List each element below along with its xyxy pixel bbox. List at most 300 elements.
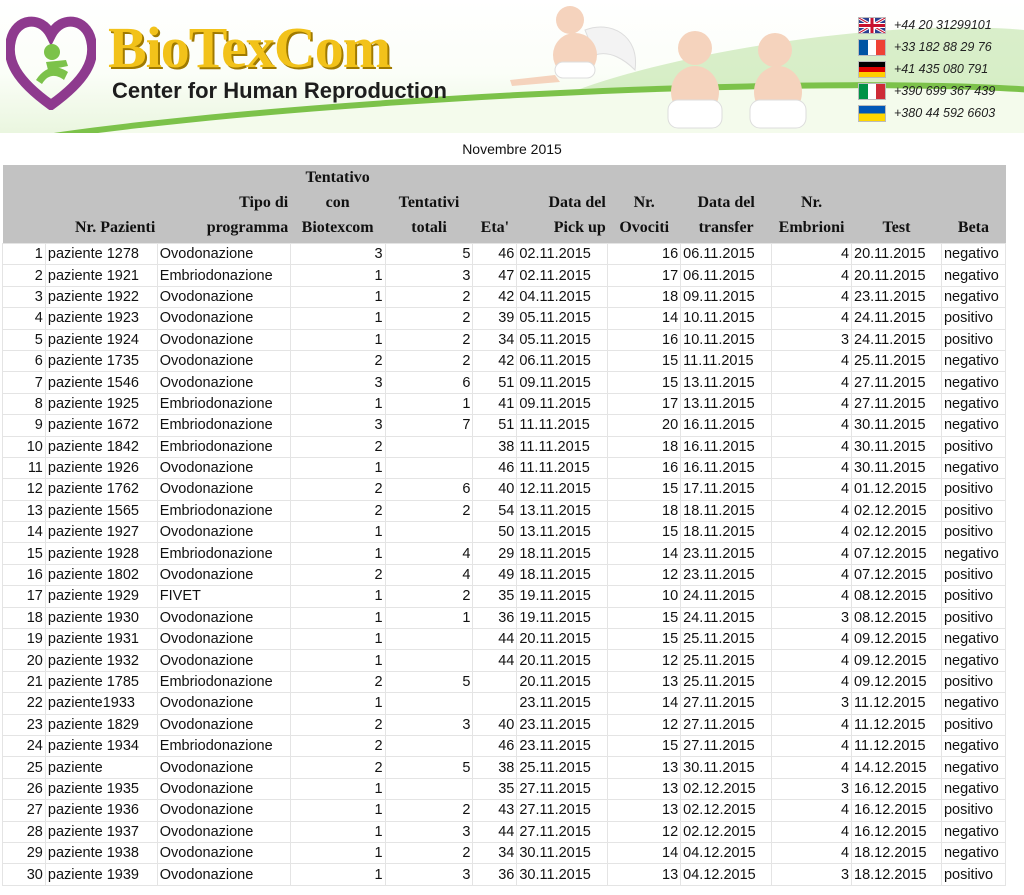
table-cell: 20 — [3, 650, 46, 671]
table-cell: 16 — [608, 329, 681, 350]
table-cell: 18 — [608, 286, 681, 307]
table-cell: 4 — [772, 821, 852, 842]
contact-phone: +380 44 592 6603 — [894, 106, 996, 120]
column-header-line: Pick up — [553, 219, 606, 236]
column-header — [3, 165, 158, 244]
table-cell: Ovodonazione — [157, 564, 290, 585]
table-cell: 13.11.2015 — [681, 393, 772, 414]
ua-flag-icon — [858, 105, 886, 122]
babies-illustration — [500, 0, 840, 133]
table-cell: 4 — [772, 800, 852, 821]
table-cell: 30.11.2015 — [517, 842, 608, 863]
column-header-line: transfer — [698, 219, 754, 236]
table-cell: 5 — [385, 671, 473, 692]
table-row — [3, 329, 1006, 350]
table-cell: 11.12.2015 — [852, 735, 942, 756]
table-cell: 2 — [290, 564, 385, 585]
table-cell: 08.12.2015 — [852, 607, 942, 628]
contact-fr — [858, 36, 995, 58]
table-cell: 12 — [608, 564, 681, 585]
table-cell: 12 — [608, 714, 681, 735]
table-cell: 2 — [385, 500, 473, 521]
table-cell: Ovodonazione — [157, 286, 290, 307]
table-cell: 1 — [290, 265, 385, 286]
table-cell: 04.12.2015 — [681, 842, 772, 863]
table-row — [3, 778, 1006, 799]
table-cell: Embriodonazione — [157, 265, 290, 286]
column-header-line: Tentativi — [398, 194, 460, 211]
table-cell: 36 — [473, 864, 517, 885]
table-cell: paziente 1926 — [45, 457, 157, 478]
table-cell: 1 — [290, 286, 385, 307]
table-cell: 4 — [772, 308, 852, 329]
table-cell: Ovodonazione — [157, 457, 290, 478]
table-cell: 09.11.2015 — [681, 286, 772, 307]
table-cell: 6 — [385, 479, 473, 500]
table-cell: 23.11.2015 — [681, 564, 772, 585]
table-cell: paziente 1929 — [45, 586, 157, 607]
brand-tagline: Center for Human Reproduction — [112, 78, 447, 103]
table-cell: 30 — [3, 864, 46, 885]
table-cell: 10 — [3, 436, 46, 457]
column-header-line: Nr. — [633, 194, 655, 211]
table-cell: 4 — [772, 479, 852, 500]
table-cell: 2 — [290, 350, 385, 371]
table-cell: paziente 1829 — [45, 714, 157, 735]
table-cell: 27.11.2015 — [517, 778, 608, 799]
table-cell: paziente 1931 — [45, 629, 157, 650]
contact-it — [858, 80, 995, 102]
table-cell: negativo — [941, 735, 1005, 756]
table-cell: 10 — [608, 586, 681, 607]
table-cell: 13 — [608, 864, 681, 885]
table-cell: 2 — [290, 735, 385, 756]
table-cell: 15 — [3, 543, 46, 564]
contact-uk — [858, 14, 995, 36]
table-cell: 39 — [473, 308, 517, 329]
table-cell: 19.11.2015 — [517, 586, 608, 607]
table-cell — [385, 650, 473, 671]
table-cell: 47 — [473, 265, 517, 286]
table-row — [3, 308, 1006, 329]
table-cell: 25.11.2015 — [852, 350, 942, 371]
table-cell: 30.11.2015 — [852, 436, 942, 457]
table-cell: 12 — [608, 821, 681, 842]
table-cell: 30.11.2015 — [852, 457, 942, 478]
table-row — [3, 800, 1006, 821]
fr-flag-icon — [858, 39, 886, 56]
table-cell: 13 — [3, 500, 46, 521]
table-cell: 02.12.2015 — [681, 800, 772, 821]
table-cell: 20.11.2015 — [517, 671, 608, 692]
table-row — [3, 671, 1006, 692]
table-cell: negativo — [941, 244, 1005, 265]
table-cell: 3 — [290, 415, 385, 436]
table-cell: paziente 1935 — [45, 778, 157, 799]
table-cell: 07.12.2015 — [852, 543, 942, 564]
table-cell: paziente 1842 — [45, 436, 157, 457]
table-cell: 16 — [608, 457, 681, 478]
table-cell: 1 — [290, 864, 385, 885]
table-cell: negativo — [941, 543, 1005, 564]
table-cell: 20.11.2015 — [517, 629, 608, 650]
table-cell: 4 — [772, 500, 852, 521]
table-cell: 8 — [3, 393, 46, 414]
table-cell: 42 — [473, 286, 517, 307]
table-row — [3, 821, 1006, 842]
table-cell: paziente 1924 — [45, 329, 157, 350]
table-cell: 2 — [290, 436, 385, 457]
table-cell: 18.11.2015 — [517, 564, 608, 585]
table-cell: 13.11.2015 — [517, 522, 608, 543]
table-cell: negativo — [941, 629, 1005, 650]
table-cell: 35 — [473, 778, 517, 799]
table-cell — [385, 735, 473, 756]
table-cell: paziente1933 — [45, 693, 157, 714]
table-row — [3, 436, 1006, 457]
column-header-line: Data del — [697, 194, 755, 211]
table-cell: 1 — [290, 457, 385, 478]
table-cell: 16.12.2015 — [852, 800, 942, 821]
table-cell: 30.11.2015 — [681, 757, 772, 778]
table-cell: 46 — [473, 457, 517, 478]
table-cell: 25 — [3, 757, 46, 778]
table-cell: positivo — [941, 308, 1005, 329]
table-cell: 25.11.2015 — [681, 629, 772, 650]
table-cell: negativo — [941, 265, 1005, 286]
table-cell — [385, 457, 473, 478]
table-cell: paziente 1930 — [45, 607, 157, 628]
table-cell: negativo — [941, 286, 1005, 307]
table-cell — [473, 671, 517, 692]
table-cell: 08.12.2015 — [852, 586, 942, 607]
table-cell: 46 — [473, 244, 517, 265]
table-cell: 06.11.2015 — [681, 265, 772, 286]
table-cell: 10.11.2015 — [681, 308, 772, 329]
table-cell: paziente 1785 — [45, 671, 157, 692]
table-cell: paziente 1939 — [45, 864, 157, 885]
table-row — [3, 244, 1006, 265]
column-header-line: Ovociti — [619, 219, 670, 236]
table-header — [3, 165, 1006, 244]
table-cell: 2 — [385, 586, 473, 607]
table-cell: 15 — [608, 735, 681, 756]
table-cell: 3 — [385, 714, 473, 735]
table-cell: Ovodonazione — [157, 607, 290, 628]
table-cell: 24 — [3, 735, 46, 756]
table-cell: 4 — [772, 244, 852, 265]
table-cell: 1 — [290, 842, 385, 863]
column-header-line: Nr. — [800, 194, 823, 211]
table-cell: 09.11.2015 — [517, 393, 608, 414]
table-cell: paziente 1278 — [45, 244, 157, 265]
table-cell: 51 — [473, 415, 517, 436]
table-cell: 35 — [473, 586, 517, 607]
table-cell: 40 — [473, 479, 517, 500]
de-flag-icon — [858, 61, 886, 78]
table-cell: paziente 1932 — [45, 650, 157, 671]
column-header — [517, 165, 608, 244]
table-cell: 4 — [772, 650, 852, 671]
column-header-line: Nr. Pazienti — [75, 219, 156, 236]
table-cell: 1 — [385, 393, 473, 414]
table-row — [3, 350, 1006, 371]
table-row — [3, 586, 1006, 607]
table-cell: 17.11.2015 — [681, 479, 772, 500]
table-cell: 27.11.2015 — [681, 714, 772, 735]
table-cell: 1 — [290, 821, 385, 842]
table-cell: 3 — [772, 693, 852, 714]
table-cell: paziente 1762 — [45, 479, 157, 500]
table-cell: 18 — [608, 500, 681, 521]
contact-phone: +44 20 31299101 — [894, 18, 992, 32]
table-cell: 29 — [473, 543, 517, 564]
table-cell: 1 — [290, 800, 385, 821]
table-cell: 4 — [772, 586, 852, 607]
table-cell: 2 — [385, 286, 473, 307]
table-cell: 14 — [608, 543, 681, 564]
table-cell: 2 — [385, 800, 473, 821]
table-cell: 13.11.2015 — [517, 500, 608, 521]
table-cell: 1 — [290, 693, 385, 714]
table-cell: 1 — [385, 607, 473, 628]
table-cell: paziente 1927 — [45, 522, 157, 543]
table-cell: 15 — [608, 607, 681, 628]
table-cell: 14.12.2015 — [852, 757, 942, 778]
table-cell: 30.11.2015 — [517, 864, 608, 885]
table-cell: 2 — [290, 500, 385, 521]
column-header — [681, 165, 772, 244]
table-cell: negativo — [941, 693, 1005, 714]
table-cell: 11.12.2015 — [852, 693, 942, 714]
table-cell: 1 — [290, 308, 385, 329]
table-row — [3, 543, 1006, 564]
table-cell: 9 — [3, 415, 46, 436]
table-cell: 17 — [608, 265, 681, 286]
table-cell: 05.11.2015 — [517, 329, 608, 350]
table-cell: positivo — [941, 671, 1005, 692]
table-cell: 38 — [473, 757, 517, 778]
table-cell: negativo — [941, 372, 1005, 393]
table-cell: 3 — [772, 778, 852, 799]
table-cell: 1 — [290, 393, 385, 414]
column-header-line: con — [325, 194, 350, 211]
contact-ua — [858, 102, 995, 124]
table-cell: 2 — [385, 329, 473, 350]
table-cell: paziente 1928 — [45, 543, 157, 564]
table-cell: 4 — [772, 457, 852, 478]
table-cell: 06.11.2015 — [681, 244, 772, 265]
column-header-line: totali — [411, 219, 447, 236]
table-cell: 1 — [290, 543, 385, 564]
table-cell: positivo — [941, 522, 1005, 543]
column-header — [157, 165, 290, 244]
table-cell: negativo — [941, 350, 1005, 371]
table-cell: 30.11.2015 — [852, 415, 942, 436]
column-header-line: Test — [882, 219, 911, 236]
table-cell: 27.11.2015 — [681, 693, 772, 714]
table-cell: paziente 1937 — [45, 821, 157, 842]
column-header — [941, 165, 1005, 244]
table-cell: Ovodonazione — [157, 800, 290, 821]
table-cell: 23.11.2015 — [852, 286, 942, 307]
table-cell — [473, 693, 517, 714]
table-cell: 19.11.2015 — [517, 607, 608, 628]
table-cell: 6 — [3, 350, 46, 371]
table-cell: paziente 1565 — [45, 500, 157, 521]
table-cell — [385, 778, 473, 799]
table-cell: positivo — [941, 714, 1005, 735]
table-row — [3, 650, 1006, 671]
table-row — [3, 415, 1006, 436]
table-cell: 04.11.2015 — [517, 286, 608, 307]
table-cell: 2 — [290, 757, 385, 778]
table-cell: 4 — [772, 757, 852, 778]
table-cell: 1 — [290, 522, 385, 543]
table-cell: 18.12.2015 — [852, 842, 942, 863]
table-cell: negativo — [941, 757, 1005, 778]
table-cell: 2 — [290, 479, 385, 500]
table-cell: 15 — [608, 629, 681, 650]
column-header-line: Tipo di — [239, 194, 289, 211]
table-cell: 4 — [772, 286, 852, 307]
results-table — [2, 165, 1006, 886]
table-cell: Ovodonazione — [157, 693, 290, 714]
table-cell: 5 — [385, 757, 473, 778]
table-cell: 7 — [385, 415, 473, 436]
table-cell: positivo — [941, 800, 1005, 821]
table-cell: 13 — [608, 800, 681, 821]
table-cell: 27.11.2015 — [852, 393, 942, 414]
table-cell: 1 — [3, 244, 46, 265]
table-row — [3, 265, 1006, 286]
table-cell: 20 — [608, 415, 681, 436]
table-cell: 18 — [608, 436, 681, 457]
table-row — [3, 607, 1006, 628]
table-cell: paziente 1921 — [45, 265, 157, 286]
table-cell: 26 — [3, 778, 46, 799]
table-cell — [385, 522, 473, 543]
table-cell: 25.11.2015 — [681, 671, 772, 692]
table-cell: 34 — [473, 329, 517, 350]
table-cell: 27.11.2015 — [517, 800, 608, 821]
table-cell: 02.11.2015 — [517, 244, 608, 265]
table-cell: 29 — [3, 842, 46, 863]
table-cell: 4 — [772, 522, 852, 543]
table-cell: 43 — [473, 800, 517, 821]
table-cell: 17 — [608, 393, 681, 414]
table-cell: 2 — [385, 842, 473, 863]
table-cell: 3 — [290, 372, 385, 393]
table-cell: 11.11.2015 — [517, 415, 608, 436]
column-header-line: Eta' — [480, 219, 510, 236]
table-cell: 24.11.2015 — [852, 308, 942, 329]
table-cell: Ovodonazione — [157, 842, 290, 863]
table-row — [3, 564, 1006, 585]
table-cell: 22 — [3, 693, 46, 714]
table-cell: 14 — [608, 308, 681, 329]
table-cell: 2 — [385, 308, 473, 329]
table-cell: 5 — [385, 244, 473, 265]
table-row — [3, 457, 1006, 478]
table-cell: 23.11.2015 — [517, 735, 608, 756]
table-cell: 3 — [290, 244, 385, 265]
table-cell: Ovodonazione — [157, 714, 290, 735]
table-row — [3, 500, 1006, 521]
table-row — [3, 393, 1006, 414]
table-cell: 11.12.2015 — [852, 714, 942, 735]
table-cell: 18 — [3, 607, 46, 628]
table-cell: 12 — [3, 479, 46, 500]
table-cell: 4 — [772, 436, 852, 457]
table-cell: 3 — [772, 329, 852, 350]
table-row — [3, 522, 1006, 543]
table-cell: paziente 1936 — [45, 800, 157, 821]
table-cell: 15 — [608, 522, 681, 543]
table-cell: 1 — [290, 329, 385, 350]
table-cell: Embriodonazione — [157, 393, 290, 414]
table-body — [3, 244, 1006, 886]
table-cell: 42 — [473, 350, 517, 371]
table-cell: Ovodonazione — [157, 308, 290, 329]
contact-de — [858, 58, 995, 80]
table-cell: Ovodonazione — [157, 479, 290, 500]
column-header — [852, 165, 942, 244]
table-cell: 2 — [3, 265, 46, 286]
table-cell: 2 — [290, 671, 385, 692]
table-cell: 4 — [772, 714, 852, 735]
biotexcom-logo-icon — [6, 10, 96, 110]
table-cell: 3 — [385, 265, 473, 286]
column-header-line — [5, 190, 156, 215]
table-cell: positivo — [941, 864, 1005, 885]
table-cell: Ovodonazione — [157, 350, 290, 371]
table-row — [3, 479, 1006, 500]
table-cell: 12.11.2015 — [517, 479, 608, 500]
table-cell: 18.11.2015 — [681, 500, 772, 521]
table-cell: 20.11.2015 — [852, 265, 942, 286]
table-cell: Ovodonazione — [157, 864, 290, 885]
table-cell: Ovodonazione — [157, 778, 290, 799]
table-cell: negativo — [941, 842, 1005, 863]
column-header — [290, 165, 385, 244]
table-cell: Ovodonazione — [157, 372, 290, 393]
table-cell: 02.12.2015 — [852, 500, 942, 521]
table-cell: 05.11.2015 — [517, 308, 608, 329]
table-cell: paziente 1546 — [45, 372, 157, 393]
table-cell: 3 — [772, 607, 852, 628]
table-cell: 11.11.2015 — [681, 350, 772, 371]
column-header — [772, 165, 852, 244]
table-cell: 27.11.2015 — [517, 821, 608, 842]
table-cell — [385, 693, 473, 714]
column-header-line: Tentativo — [305, 169, 370, 186]
table-cell: Embriodonazione — [157, 436, 290, 457]
uk-flag-icon — [858, 17, 886, 34]
table-cell: Embriodonazione — [157, 500, 290, 521]
table-cell: 1 — [290, 650, 385, 671]
table-cell: positivo — [941, 564, 1005, 585]
table-cell: 25.11.2015 — [681, 650, 772, 671]
column-header-line: Biotexcom — [301, 219, 374, 236]
table-cell: 16.12.2015 — [852, 778, 942, 799]
contact-phone: +390 699 367 439 — [894, 84, 996, 98]
table-cell: 4 — [385, 564, 473, 585]
table-cell: 16 — [608, 244, 681, 265]
table-row — [3, 629, 1006, 650]
table-cell: 02.12.2015 — [681, 821, 772, 842]
table-cell: 11.11.2015 — [517, 436, 608, 457]
